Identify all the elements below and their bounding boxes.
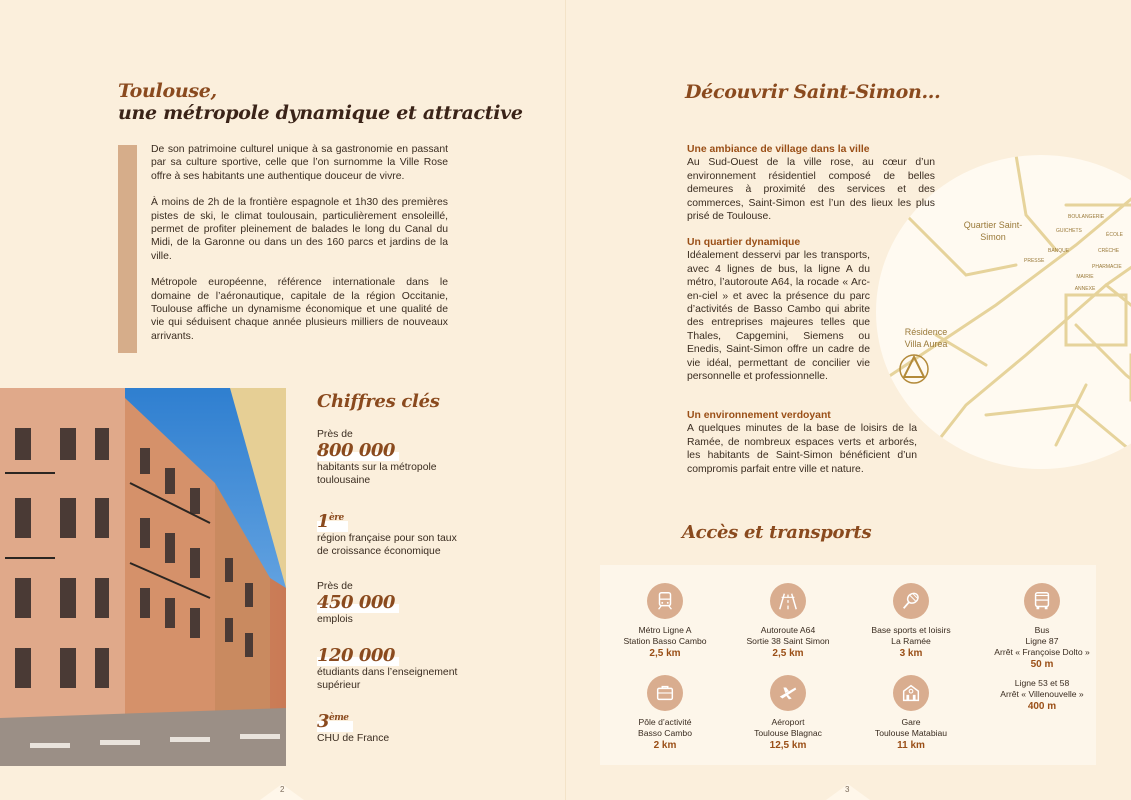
page-title bbox=[118, 80, 523, 124]
section-heading: Une ambiance de village dans la ville bbox=[687, 144, 870, 155]
access-line-1: Métro Ligne A bbox=[638, 625, 692, 635]
intro-paragraph: De son patrimoine culturel unique à sa gastronomie en passant par sa culture sportive, celle que l’on surnomme la Ville Rose offre à ses habitants une authentique douceur de vivre. bbox=[151, 144, 448, 182]
stat-description: étudiants dans l’enseignement supérieur bbox=[317, 667, 458, 691]
intro-paragraph: À moins de 2h de la frontière espagnole et 1h30 des premières pistes de ski, le climat toulousain, particulièrement ensoleillé, permet de profiter pleinement de balades le long du Canal du Midi, de la Garonne ou dans un des 160 parcs et jardins de la ville. bbox=[151, 197, 448, 262]
access-line-1: Base sports et loisirs bbox=[871, 625, 951, 635]
section-text: Au Sud-Ouest de la ville rose, au cœur d’un environnement résidentiel composé de belles demeures à proximité des services et des commerces, Saint-Simon est l’un des lieux les plus prisé de Toulouse. bbox=[687, 157, 935, 223]
page-number: 2 bbox=[280, 785, 285, 794]
stat-value bbox=[317, 708, 353, 732]
intro-paragraph: Métropole européenne, référence internationale dans le domaine de l’aéronautique, capitale de la région Occitanie, Toulouse affiche un dynamisme économique et une qualité de vie qui séduisent chaque année plusieurs milliers de nouveaux arrivants. bbox=[151, 277, 448, 342]
access-train-station bbox=[846, 675, 976, 753]
access-distance: 2 km bbox=[653, 740, 677, 751]
metro-icon bbox=[647, 583, 683, 619]
key-figures-title: Chiffres clés bbox=[317, 391, 440, 412]
discover-title: Découvrir Saint-Simon... bbox=[685, 81, 941, 103]
access-line-1: Autoroute A64 bbox=[760, 625, 816, 635]
stat-description: région française pour son taux de croissance économique bbox=[317, 533, 457, 557]
airplane-icon bbox=[770, 675, 806, 711]
access-distance: 12,5 km bbox=[769, 740, 807, 751]
section-text: A quelques minutes de la base de loisirs de la Ramée, de nombreux espaces verts et arborés, les habitants de Saint-Simon bénéficient d’un compromis parfait entre ville et nature. bbox=[687, 423, 917, 475]
stat-population bbox=[317, 428, 467, 487]
section-village bbox=[687, 143, 935, 223]
access-line-2: Ligne 87 bbox=[1025, 636, 1059, 646]
map-poi: PHARMACIE bbox=[1092, 264, 1122, 270]
access-line-2: Station Basso Cambo bbox=[623, 636, 707, 646]
station-icon bbox=[893, 675, 929, 711]
access-line-1: Bus bbox=[1034, 625, 1050, 635]
access-line-2: La Ramée bbox=[891, 636, 931, 646]
stat-suffix: ème bbox=[329, 713, 349, 723]
stat-value bbox=[317, 508, 348, 532]
access-line-2: Basso Cambo bbox=[638, 728, 692, 738]
stat-description: CHU de France bbox=[317, 733, 390, 744]
section-heading: Un environnement verdoyant bbox=[687, 410, 831, 421]
map-poi: MAIRIE ANNEXE bbox=[1074, 274, 1096, 292]
access-line-2: Sortie 38 Saint Simon bbox=[746, 636, 830, 646]
access-line-5: Arrêt « Villenouvelle » bbox=[1000, 689, 1084, 699]
section-heading: Un quartier dynamique bbox=[687, 237, 801, 248]
access-distance: 50 m bbox=[1030, 659, 1054, 670]
highway-icon bbox=[770, 583, 806, 619]
section-dynamic bbox=[687, 236, 870, 383]
title-line-1: Toulouse, bbox=[118, 80, 217, 102]
access-distance: 11 km bbox=[897, 740, 925, 751]
access-distance: 2,5 km bbox=[649, 648, 681, 659]
access-metro bbox=[600, 583, 730, 661]
stat-prefix: Près de bbox=[317, 429, 353, 440]
map-poi: BOULANGERIE bbox=[1068, 214, 1105, 220]
map-poi: CRÈCHE bbox=[1098, 248, 1120, 254]
access-business-park bbox=[600, 675, 730, 753]
access-line-4: Ligne 53 et 58 bbox=[1014, 678, 1070, 688]
access-highway bbox=[723, 583, 853, 661]
access-distance-2: 400 m bbox=[1027, 701, 1057, 712]
access-line-1: Pôle d’activité bbox=[638, 717, 692, 727]
page-number: 3 bbox=[845, 785, 850, 794]
stat-description: habitants sur la métropole toulousaine bbox=[317, 462, 437, 486]
map-poi: PRESSE bbox=[1024, 258, 1045, 264]
stat-value: 800 000 bbox=[317, 441, 399, 461]
tennis-icon bbox=[893, 583, 929, 619]
intro-accent-bar bbox=[118, 145, 137, 353]
title-line-2: une métropole dynamique et attractive bbox=[118, 102, 523, 124]
map-residence-label: Résidence Villa Aurea bbox=[904, 327, 948, 349]
access-airport bbox=[723, 675, 853, 753]
stat-jobs bbox=[317, 580, 399, 626]
access-distance: 2,5 km bbox=[772, 648, 804, 659]
section-text: Idéalement desservi par les transports, avec 4 lignes de bus, la ligne A du métro, l’autoroute A64, la rocade « Arc-en-ciel » et avec la présence du parc d’activités de Basso Cambo qui abrite des entreprises majeures telles que Thales, Capgemini, Siemens ou Enedis, Saint-Simon offre un cadre de vie idéal, permettant de concilier vie personnelle et professionnelle. bbox=[687, 250, 870, 383]
access-panel bbox=[600, 565, 1096, 765]
stat-description: emplois bbox=[317, 614, 353, 625]
map-quartier-label: Quartier Saint-Simon bbox=[963, 220, 1023, 242]
intro-text bbox=[151, 143, 448, 356]
access-line-3: Arrêt « Françoise Dolto » bbox=[994, 647, 1090, 657]
stat-number: 1 bbox=[317, 511, 330, 532]
bus-icon bbox=[1024, 583, 1060, 619]
stat-region-rank bbox=[317, 508, 467, 558]
access-line-1: Gare bbox=[901, 717, 921, 727]
access-bus bbox=[977, 583, 1107, 714]
stat-number: 3 bbox=[317, 711, 330, 732]
left-page bbox=[0, 0, 565, 800]
stat-value: 120 000 bbox=[317, 646, 399, 666]
section-green bbox=[687, 409, 917, 476]
toulouse-street-photo bbox=[0, 388, 286, 766]
map-poi: GUICHETS bbox=[1056, 228, 1082, 234]
map-poi: BANQUE bbox=[1048, 248, 1070, 254]
stat-students bbox=[317, 646, 487, 692]
stat-chu bbox=[317, 708, 389, 745]
access-distance: 3 km bbox=[899, 648, 923, 659]
page-spine bbox=[565, 0, 566, 800]
access-line-1: Aéroport bbox=[771, 717, 805, 727]
stat-prefix: Près de bbox=[317, 581, 353, 592]
access-title: Accès et transports bbox=[682, 522, 872, 543]
access-sports bbox=[846, 583, 976, 661]
map-poi: ÉCOLE bbox=[1106, 232, 1123, 238]
stat-value: 450 000 bbox=[317, 593, 399, 613]
briefcase-icon bbox=[647, 675, 683, 711]
stat-suffix: ère bbox=[329, 513, 344, 523]
access-line-2: Toulouse Blagnac bbox=[754, 728, 822, 738]
access-line-2: Toulouse Matabiau bbox=[874, 728, 948, 738]
